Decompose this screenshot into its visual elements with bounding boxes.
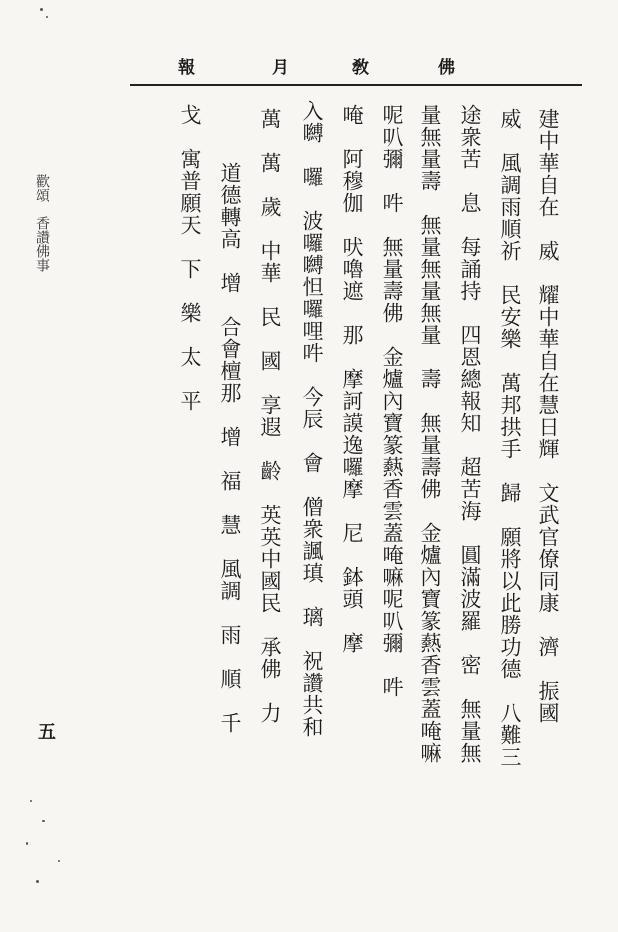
text-column-6: 唵 阿穆伽 吠嚕遮 那 摩訶謨逸囉摩 尼 鉢頭 摩 xyxy=(340,104,364,654)
header-rule xyxy=(130,84,582,86)
print-speck xyxy=(36,880,39,883)
print-speck xyxy=(30,800,32,802)
page-number: 五 xyxy=(38,722,56,743)
header-char-bao: 報 xyxy=(178,58,195,78)
text-column-1: 建中華自在 威 耀中華自在慧日輝 文武官僚同康 濟 振國 xyxy=(536,108,560,724)
print-speck xyxy=(42,820,45,822)
header-char-jiao: 敎 xyxy=(352,58,369,78)
header-char-yue: 月 xyxy=(272,58,289,78)
text-column-8: 萬 萬 歲 中華 民 國 享遐 齡 英英中國民 承佛 力 xyxy=(258,108,282,724)
text-column-7: 入嚩 囉 波囉嚩怛囉哩吽 今辰 會 僧衆諷瑱 璃 祝讚共和 xyxy=(300,100,324,738)
text-column-10: 戈 寓普願天 下 樂 太 平 xyxy=(178,104,202,412)
text-column-5: 呢叭彌 吽 無量壽佛 金爐內寶篆爇香雲蓋唵嘛呢叭彌 吽 xyxy=(380,104,404,698)
header-char-fo: 佛 xyxy=(438,58,455,78)
text-column-2: 威 風調雨順祈 民安樂 萬邦拱手 歸 願將以此勝功德 八難三 xyxy=(498,108,522,768)
text-column-4: 量無量壽 無量無量無量 壽 無量壽佛 金爐內寶篆爇香雲蓋唵嘛 xyxy=(418,104,442,764)
print-speck xyxy=(40,8,43,11)
side-note: 歡頌 香讚佛事 xyxy=(34,174,50,272)
text-column-3: 途衆苦 息 每誦持 四恩總報知 超苦海 圓滿波羅 密 無量無 xyxy=(458,104,482,764)
print-speck xyxy=(46,16,48,18)
print-speck xyxy=(26,842,28,845)
print-speck xyxy=(58,860,60,862)
text-column-9: 道德轉高 增 合會檀那 增 福 慧 風調 雨 順 千 xyxy=(218,162,242,734)
